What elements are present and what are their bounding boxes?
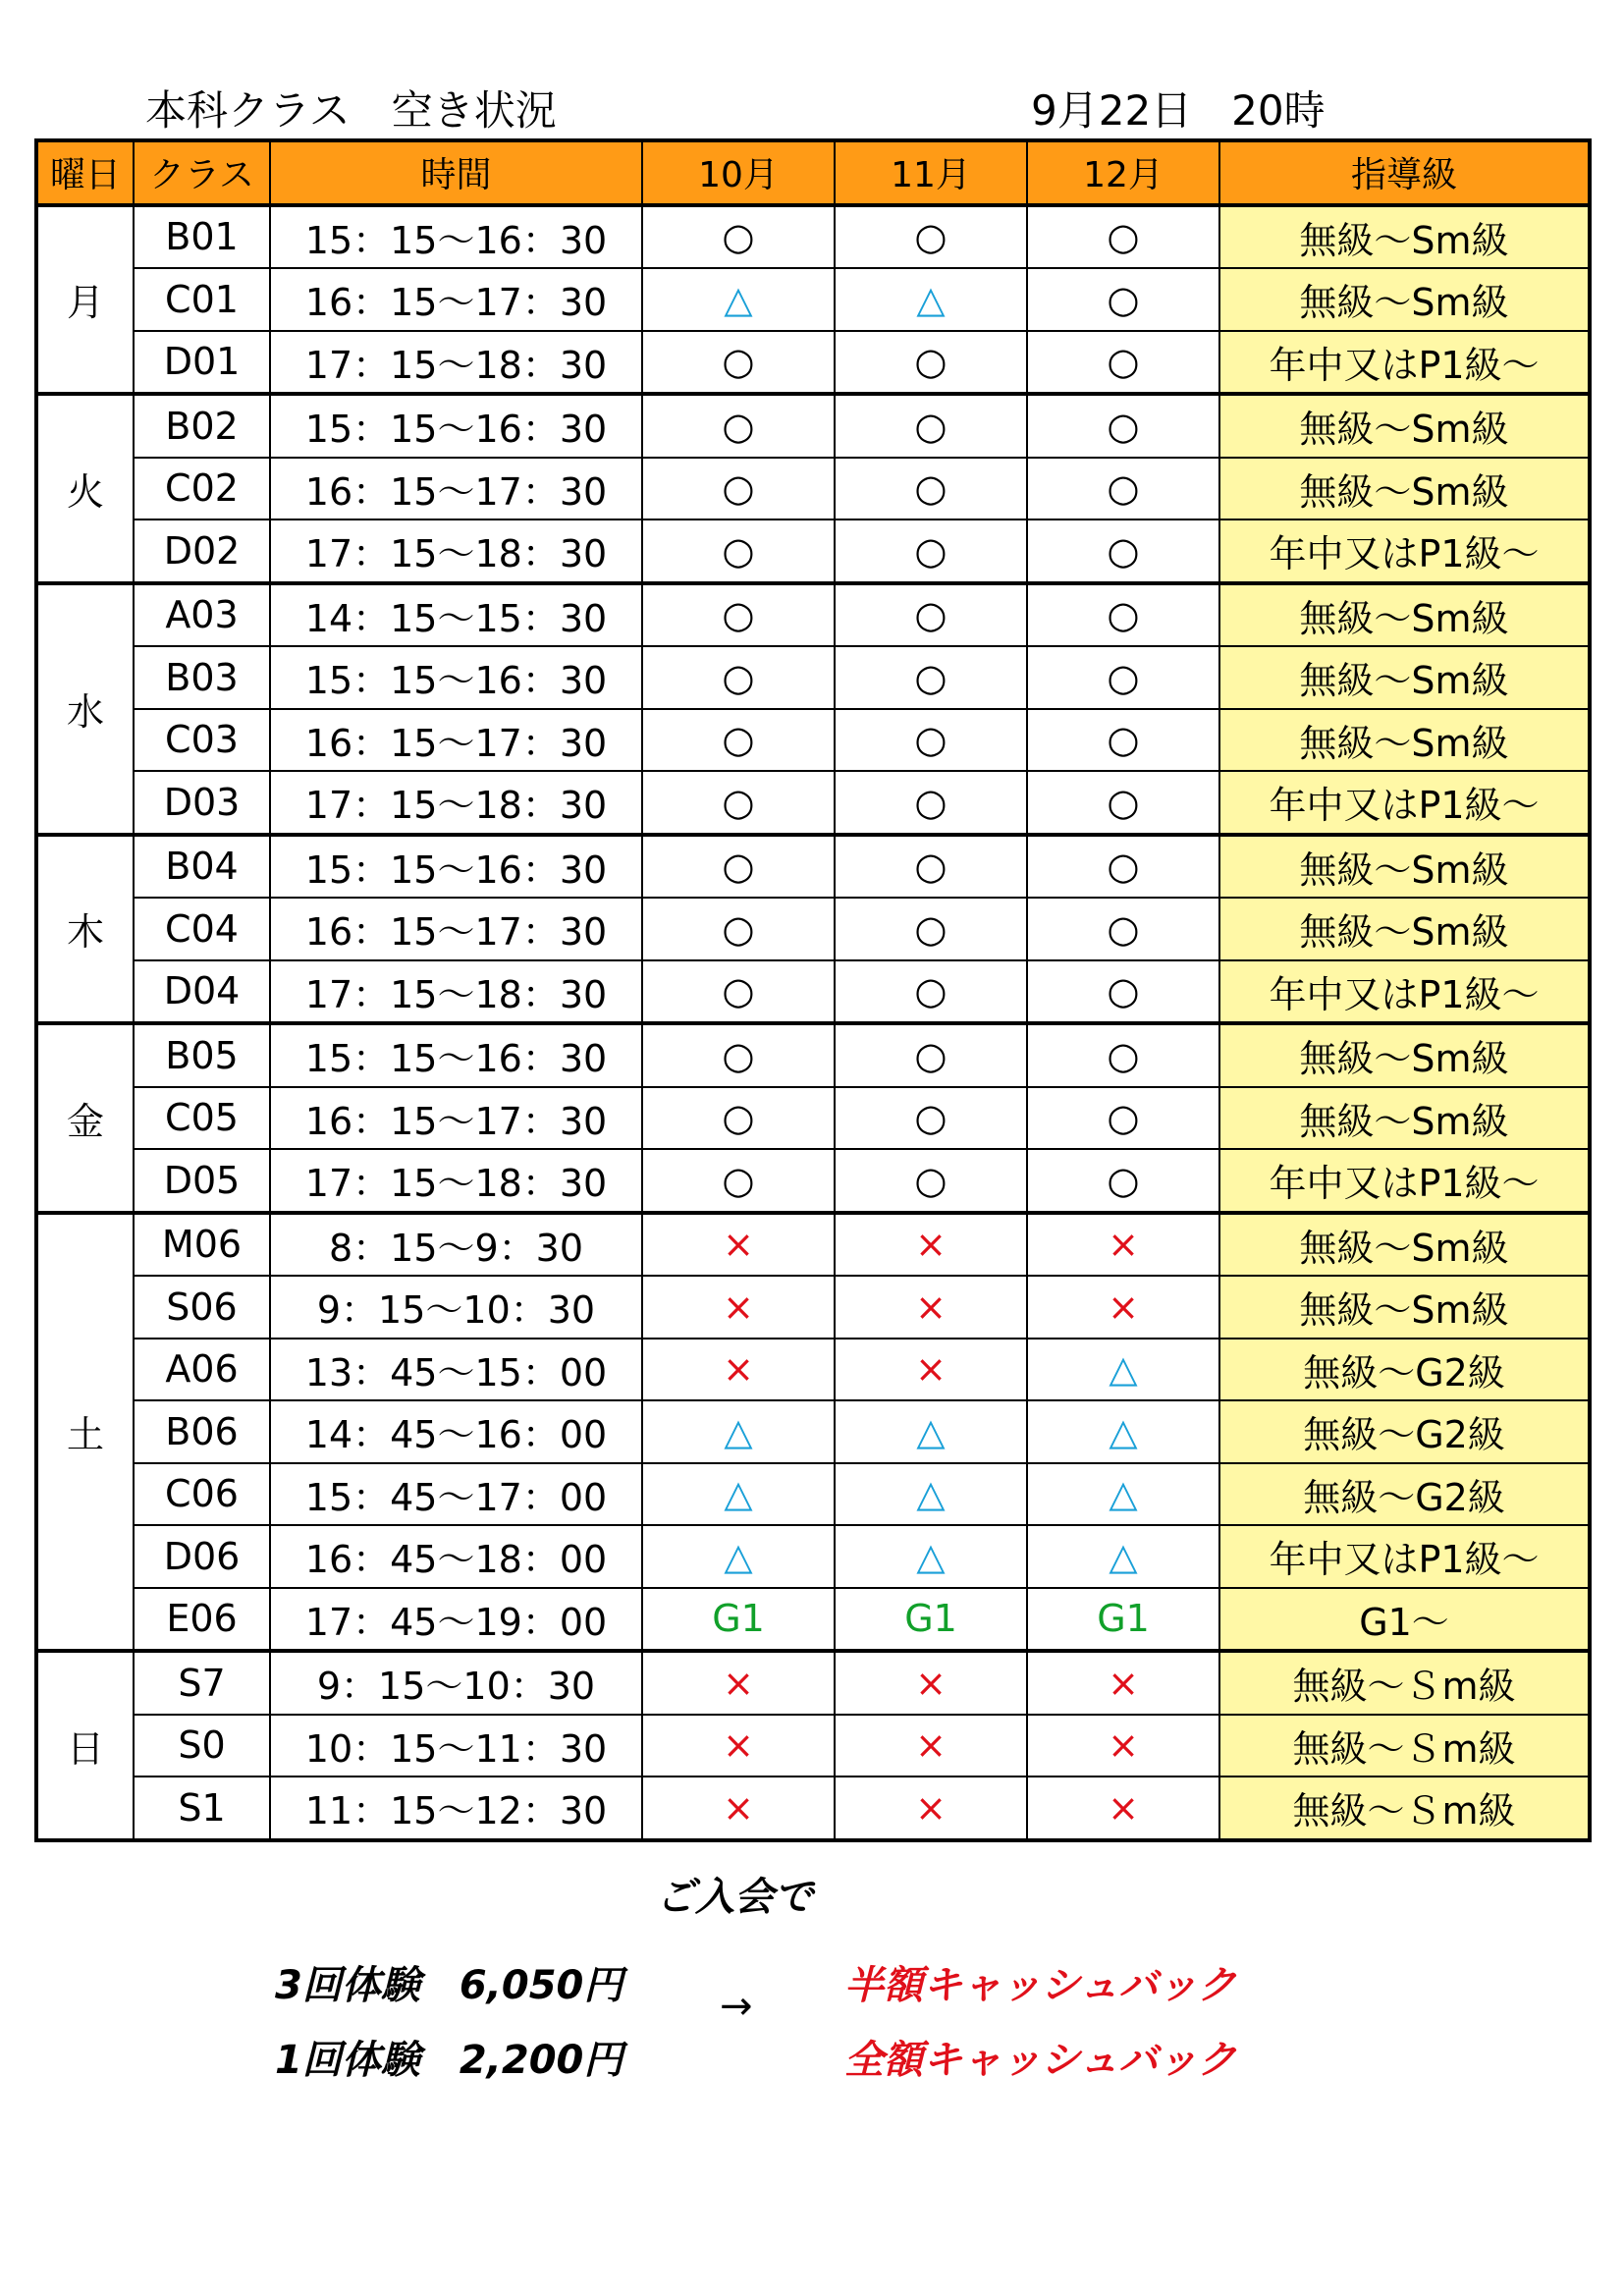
time-cell: 17：45～19：00 (270, 1588, 642, 1652)
availability-oct-cell: ○ (642, 960, 835, 1024)
availability-nov-cell: × (835, 1339, 1027, 1401)
time-cell: 17：15～18：30 (270, 519, 642, 583)
table-row (36, 1463, 1590, 1526)
availability-dec-cell: ○ (1027, 458, 1219, 520)
availability-nov-cell: × (835, 1213, 1027, 1277)
availability-nov-cell: △ (835, 1463, 1027, 1526)
page-title: 本科クラス 空き状況 (145, 86, 557, 135)
time-cell: 15：15～16：30 (270, 205, 642, 269)
time-cell: 9：15～10：30 (270, 1651, 642, 1715)
time-cell: 17：15～18：30 (270, 960, 642, 1024)
availability-dec-cell: × (1027, 1777, 1219, 1840)
availability-oct-cell: ○ (642, 394, 835, 458)
availability-nov-cell: × (835, 1276, 1027, 1339)
class-code-cell: D01 (134, 331, 270, 395)
table-row (36, 519, 1590, 583)
day-cell: 日 (36, 1651, 134, 1840)
availability-dec-cell: ○ (1027, 268, 1219, 331)
column-header-class: クラス (134, 140, 270, 205)
day-cell: 水 (36, 583, 134, 835)
table-row (36, 1715, 1590, 1777)
availability-nov-cell: × (835, 1715, 1027, 1777)
column-header-oct: 10月 (642, 140, 835, 205)
level-cell: 無級～Sm級 (1219, 583, 1590, 647)
availability-dec-cell: ○ (1027, 646, 1219, 709)
promo-item-benefit: 全額キャッシュバック (844, 2038, 1237, 2083)
availability-dec-cell: △ (1027, 1400, 1219, 1463)
level-cell: 年中又はP1級～ (1219, 1149, 1590, 1213)
time-cell: 14：15～15：30 (270, 583, 642, 647)
class-code-cell: S7 (134, 1651, 270, 1715)
level-cell: 無級～Sm級 (1219, 1276, 1590, 1339)
availability-dec-cell: G1 (1027, 1588, 1219, 1652)
time-cell: 16：15～17：30 (270, 709, 642, 772)
time-cell: 17：15～18：30 (270, 771, 642, 835)
availability-dec-cell: ○ (1027, 583, 1219, 647)
class-code-cell: D03 (134, 771, 270, 835)
level-cell: 年中又はP1級～ (1219, 1525, 1590, 1588)
availability-nov-cell: ○ (835, 1023, 1027, 1087)
time-cell: 16：45～18：00 (270, 1525, 642, 1588)
column-header-dec: 12月 (1027, 140, 1219, 205)
availability-oct-cell: ○ (642, 898, 835, 960)
level-cell: 無級～Sm級 (1219, 646, 1590, 709)
time-cell: 15：15～16：30 (270, 835, 642, 899)
promo-item-benefit: 半額キャッシュバック (844, 1963, 1237, 2008)
availability-nov-cell: △ (835, 1525, 1027, 1588)
availability-oct-cell: ○ (642, 646, 835, 709)
class-code-cell: B04 (134, 835, 270, 899)
table-row (36, 331, 1590, 395)
level-cell: 無級～G2級 (1219, 1463, 1590, 1526)
table-row (36, 960, 1590, 1024)
availability-oct-cell: × (642, 1715, 835, 1777)
table-header-row (36, 140, 1590, 205)
class-code-cell: C03 (134, 709, 270, 772)
availability-oct-cell: ○ (642, 835, 835, 899)
class-code-cell: B01 (134, 205, 270, 269)
class-code-cell: C06 (134, 1463, 270, 1526)
availability-nov-cell: ○ (835, 709, 1027, 772)
availability-dec-cell: △ (1027, 1339, 1219, 1401)
class-code-cell: S1 (134, 1777, 270, 1840)
availability-oct-cell: ○ (642, 583, 835, 647)
availability-oct-cell: ○ (642, 709, 835, 772)
level-cell: 年中又はP1級～ (1219, 519, 1590, 583)
date-label: 9月22日 (1031, 86, 1193, 135)
level-cell: 無級～Sm級 (1219, 709, 1590, 772)
time-cell: 15：15～16：30 (270, 1023, 642, 1087)
availability-nov-cell: ○ (835, 583, 1027, 647)
availability-dec-cell: × (1027, 1651, 1219, 1715)
availability-oct-cell: × (642, 1651, 835, 1715)
level-cell: 無級～Sm級 (1219, 835, 1590, 899)
level-cell: 無級～Sm級 (1219, 458, 1590, 520)
table-row (36, 1525, 1590, 1588)
availability-dec-cell: ○ (1027, 331, 1219, 395)
class-code-cell: M06 (134, 1213, 270, 1277)
availability-nov-cell: ○ (835, 331, 1027, 395)
level-cell: 無級～Ｓm級 (1219, 1651, 1590, 1715)
availability-dec-cell: × (1027, 1276, 1219, 1339)
availability-oct-cell: ○ (642, 1087, 835, 1150)
promo-item-label: 3回体験 6,050円 (275, 1963, 623, 2008)
availability-dec-cell: ○ (1027, 1023, 1219, 1087)
availability-nov-cell: G1 (835, 1588, 1027, 1652)
table-row (36, 709, 1590, 772)
availability-dec-cell: ○ (1027, 898, 1219, 960)
class-code-cell: B05 (134, 1023, 270, 1087)
level-cell: 無級～Sm級 (1219, 394, 1590, 458)
table-row (36, 1213, 1590, 1277)
table-row (36, 458, 1590, 520)
availability-dec-cell: ○ (1027, 519, 1219, 583)
availability-oct-cell: × (642, 1777, 835, 1840)
schedule-table (34, 138, 1592, 1842)
class-code-cell: A03 (134, 583, 270, 647)
availability-oct-cell: ○ (642, 1149, 835, 1213)
availability-nov-cell: ○ (835, 394, 1027, 458)
availability-nov-cell: ○ (835, 960, 1027, 1024)
table-row (36, 1777, 1590, 1840)
table-row (36, 394, 1590, 458)
schedule-body (36, 205, 1590, 1840)
time-cell: 16：15～17：30 (270, 1087, 642, 1150)
table-row (36, 646, 1590, 709)
class-code-cell: C04 (134, 898, 270, 960)
table-row (36, 1087, 1590, 1150)
timestamp (1031, 79, 1326, 137)
table-row (36, 1339, 1590, 1401)
availability-dec-cell: ○ (1027, 709, 1219, 772)
level-cell: 年中又はP1級～ (1219, 331, 1590, 395)
availability-dec-cell: ○ (1027, 1149, 1219, 1213)
level-cell: 無級～G2級 (1219, 1339, 1590, 1401)
promo-item-label: 1回体験 2,200円 (275, 2038, 623, 2083)
availability-nov-cell: △ (835, 268, 1027, 331)
availability-oct-cell: ○ (642, 519, 835, 583)
level-cell: 無級～Sm級 (1219, 898, 1590, 960)
time-cell: 15：45～17：00 (270, 1463, 642, 1526)
class-code-cell: D06 (134, 1525, 270, 1588)
class-code-cell: C01 (134, 268, 270, 331)
time-label: 20時 (1231, 86, 1326, 135)
table-row (36, 205, 1590, 269)
class-code-cell: S0 (134, 1715, 270, 1777)
level-cell: 無級～Sm級 (1219, 1213, 1590, 1277)
arrow-icon: → (720, 1984, 753, 2029)
time-cell: 16：15～17：30 (270, 458, 642, 520)
level-cell: 無級～Ｓm級 (1219, 1715, 1590, 1777)
level-cell: 無級～G2級 (1219, 1400, 1590, 1463)
class-code-cell: E06 (134, 1588, 270, 1652)
day-cell: 土 (36, 1213, 134, 1652)
availability-dec-cell: ○ (1027, 960, 1219, 1024)
time-cell: 11：15～12：30 (270, 1777, 642, 1840)
availability-nov-cell: ○ (835, 771, 1027, 835)
time-cell: 17：15～18：30 (270, 1149, 642, 1213)
time-cell: 15：15～16：30 (270, 646, 642, 709)
level-cell: 無級～Sm級 (1219, 1023, 1590, 1087)
availability-dec-cell: ○ (1027, 835, 1219, 899)
time-cell: 16：15～17：30 (270, 898, 642, 960)
table-row (36, 771, 1590, 835)
class-code-cell: B02 (134, 394, 270, 458)
availability-nov-cell: ○ (835, 1149, 1027, 1213)
class-code-cell: D05 (134, 1149, 270, 1213)
availability-oct-cell: △ (642, 1400, 835, 1463)
availability-oct-cell: × (642, 1276, 835, 1339)
availability-dec-cell: △ (1027, 1463, 1219, 1526)
availability-dec-cell: △ (1027, 1525, 1219, 1588)
level-cell: 無級～Sm級 (1219, 205, 1590, 269)
availability-dec-cell: ○ (1027, 1087, 1219, 1150)
class-code-cell: B06 (134, 1400, 270, 1463)
level-cell: 無級～Sm級 (1219, 1087, 1590, 1150)
availability-oct-cell: × (642, 1213, 835, 1277)
time-cell: 8：15～9：30 (270, 1213, 642, 1277)
level-cell: 無級～Sm級 (1219, 268, 1590, 331)
availability-nov-cell: × (835, 1777, 1027, 1840)
availability-oct-cell: ○ (642, 1023, 835, 1087)
table-row (36, 583, 1590, 647)
level-cell: 年中又はP1級～ (1219, 960, 1590, 1024)
time-cell: 16：15～17：30 (270, 268, 642, 331)
day-cell: 月 (36, 205, 134, 395)
column-header-day: 曜日 (36, 140, 134, 205)
time-cell: 15：15～16：30 (270, 394, 642, 458)
class-code-cell: S06 (134, 1276, 270, 1339)
availability-oct-cell: ○ (642, 458, 835, 520)
availability-nov-cell: ○ (835, 646, 1027, 709)
time-cell: 9：15～10：30 (270, 1276, 642, 1339)
availability-oct-cell: ○ (642, 771, 835, 835)
table-row (36, 1276, 1590, 1339)
availability-nov-cell: ○ (835, 519, 1027, 583)
availability-dec-cell: ○ (1027, 771, 1219, 835)
availability-oct-cell: G1 (642, 1588, 835, 1652)
time-cell: 13：45～15：00 (270, 1339, 642, 1401)
availability-dec-cell: × (1027, 1213, 1219, 1277)
time-cell: 17：15～18：30 (270, 331, 642, 395)
class-code-cell: D04 (134, 960, 270, 1024)
availability-dec-cell: × (1027, 1715, 1219, 1777)
day-cell: 木 (36, 835, 134, 1024)
table-row (36, 1149, 1590, 1213)
availability-nov-cell: × (835, 1651, 1027, 1715)
availability-nov-cell: ○ (835, 458, 1027, 520)
table-row (36, 1400, 1590, 1463)
column-header-level: 指導級 (1219, 140, 1590, 205)
time-cell: 14：45～16：00 (270, 1400, 642, 1463)
class-code-cell: B03 (134, 646, 270, 709)
availability-nov-cell: ○ (835, 1087, 1027, 1150)
table-row (36, 898, 1590, 960)
table-row (36, 835, 1590, 899)
column-header-time: 時間 (270, 140, 642, 205)
availability-oct-cell: △ (642, 1525, 835, 1588)
day-cell: 金 (36, 1023, 134, 1213)
column-header-nov: 11月 (835, 140, 1027, 205)
level-cell: G1～ (1219, 1588, 1590, 1652)
availability-nov-cell: ○ (835, 898, 1027, 960)
availability-oct-cell: ○ (642, 331, 835, 395)
availability-oct-cell: △ (642, 1463, 835, 1526)
availability-oct-cell: × (642, 1339, 835, 1401)
availability-nov-cell: ○ (835, 205, 1027, 269)
time-cell: 10：15～11：30 (270, 1715, 642, 1777)
level-cell: 無級～Ｓm級 (1219, 1777, 1590, 1840)
day-cell: 火 (36, 394, 134, 583)
promo-heading: ご入会で (656, 1875, 813, 1920)
class-code-cell: D02 (134, 519, 270, 583)
availability-dec-cell: ○ (1027, 394, 1219, 458)
table-row (36, 1023, 1590, 1087)
availability-nov-cell: ○ (835, 835, 1027, 899)
table-row (36, 1651, 1590, 1715)
availability-oct-cell: ○ (642, 205, 835, 269)
table-row (36, 1588, 1590, 1652)
availability-nov-cell: △ (835, 1400, 1027, 1463)
class-code-cell: C02 (134, 458, 270, 520)
availability-dec-cell: ○ (1027, 205, 1219, 269)
table-row (36, 268, 1590, 331)
level-cell: 年中又はP1級～ (1219, 771, 1590, 835)
class-code-cell: A06 (134, 1339, 270, 1401)
availability-oct-cell: △ (642, 268, 835, 331)
class-code-cell: C05 (134, 1087, 270, 1150)
